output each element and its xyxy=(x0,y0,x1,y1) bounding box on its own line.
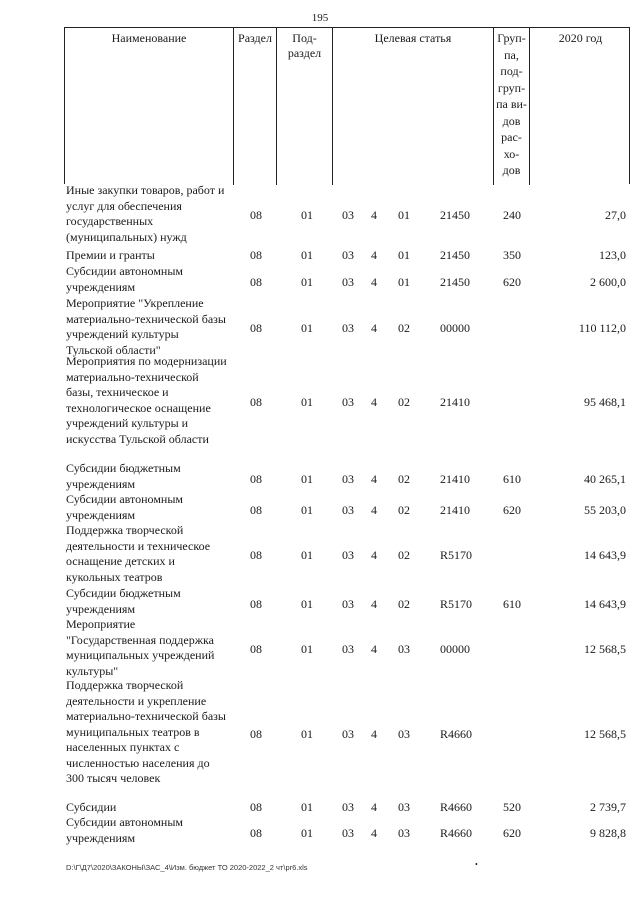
target-part1-cell: 03 xyxy=(342,395,354,409)
razdel-cell: 08 xyxy=(250,321,262,335)
target-part4-cell: 00000 xyxy=(440,642,470,656)
target-part3-cell: 01 xyxy=(398,275,410,289)
target-part1-cell: 03 xyxy=(342,727,354,741)
row-name-line: Субсидии бюджетным xyxy=(66,586,181,600)
target-part3-cell: 02 xyxy=(398,548,410,562)
row-name-line: учреждениям xyxy=(66,507,136,522)
row-name-line: деятельности и укрепление xyxy=(66,693,207,708)
target-part3-cell: 03 xyxy=(398,826,410,840)
row-name-line: численностью населения до xyxy=(66,755,210,770)
amount-2020-cell: 123,0 xyxy=(599,248,626,262)
row-name xyxy=(66,678,234,787)
target-part2-cell: 4 xyxy=(371,321,377,335)
target-part3-cell: 02 xyxy=(398,472,410,486)
amount-2020-cell: 95 468,1 xyxy=(584,395,626,409)
target-part4-cell: R4660 xyxy=(440,826,473,840)
target-part1-cell: 03 xyxy=(342,503,354,517)
header-podrazdel-column xyxy=(277,28,333,185)
amount-2020-cell: 2 739,7 xyxy=(590,800,626,814)
target-part3-cell: 03 xyxy=(398,800,410,814)
target-part4-cell: 21410 xyxy=(440,395,470,409)
razdel-cell: 08 xyxy=(250,248,262,262)
razdel-cell: 08 xyxy=(250,472,262,486)
row-name-line: (муниципальных) нужд xyxy=(66,229,187,244)
header-gruppa-line: под- xyxy=(500,64,523,78)
razdel-cell: 08 xyxy=(250,826,262,840)
podrazdel-cell: 01 xyxy=(301,208,313,222)
header-gruppa-line: па ви- xyxy=(496,97,527,111)
header-gruppa xyxy=(494,28,529,179)
row-name xyxy=(66,523,234,585)
row-name-line: материально-технической базы xyxy=(66,311,226,326)
expense-group-cell: 520 xyxy=(503,800,521,814)
razdel-cell: 08 xyxy=(250,727,262,741)
target-part1-cell: 03 xyxy=(342,642,354,656)
podrazdel-cell: 01 xyxy=(301,275,313,289)
row-name xyxy=(66,264,234,295)
header-podrazdel-line: раздел xyxy=(287,46,322,60)
target-part2-cell: 4 xyxy=(371,275,377,289)
row-name-line: деятельности и техническое xyxy=(66,538,211,553)
header-gruppa-line: груп- xyxy=(497,80,526,95)
row-name-line: Субсидии xyxy=(66,800,117,814)
expense-group-cell: 620 xyxy=(503,275,521,289)
razdel-cell: 08 xyxy=(250,800,262,814)
row-name-line: Тульской области" xyxy=(66,342,161,357)
row-name-line: услуг для обеспечения xyxy=(66,198,182,213)
table-row xyxy=(0,815,640,846)
page-number: 195 xyxy=(311,12,329,24)
amount-2020-cell: 27,0 xyxy=(605,208,626,222)
footer-mark: • xyxy=(475,860,478,869)
target-part3-cell: 03 xyxy=(398,642,410,656)
row-name-line: Субсидии автономным xyxy=(66,264,183,278)
table-row xyxy=(0,354,640,447)
razdel-cell: 08 xyxy=(250,208,262,222)
row-name-line: Мероприятие xyxy=(66,617,136,631)
target-part2-cell: 4 xyxy=(371,248,377,262)
header-name: Наименование xyxy=(111,31,187,45)
amount-2020-cell: 14 643,9 xyxy=(584,548,626,562)
header-gruppa-line: па, xyxy=(504,47,519,62)
table-row xyxy=(0,617,640,679)
podrazdel-cell: 01 xyxy=(301,395,313,409)
row-name-line: государственных xyxy=(66,214,154,228)
target-part1-cell: 03 xyxy=(342,597,354,611)
target-part4-cell: 21410 xyxy=(440,503,470,517)
target-part2-cell: 4 xyxy=(371,642,377,656)
row-name-line: учреждениям xyxy=(66,601,136,616)
table-row xyxy=(0,248,640,264)
target-part4-cell: R4660 xyxy=(440,727,473,741)
row-name xyxy=(66,354,234,447)
row-name-line: муниципальных театров в xyxy=(66,724,200,739)
target-part2-cell: 4 xyxy=(371,472,377,486)
target-part4-cell: R5170 xyxy=(440,548,473,562)
table-row xyxy=(0,461,640,492)
table-row xyxy=(0,296,640,358)
row-name-line: оснащение детских и xyxy=(66,554,175,568)
target-part4-cell: R4660 xyxy=(440,800,473,814)
table-row xyxy=(0,678,640,787)
expense-group-cell: 610 xyxy=(503,472,521,486)
row-name-line: Премии и гранты xyxy=(66,248,155,262)
row-name-line: базы, техническое и xyxy=(66,385,169,399)
target-part3-cell: 01 xyxy=(398,248,410,262)
header-gruppa-line: дов xyxy=(502,113,521,128)
target-part4-cell: 21450 xyxy=(440,208,470,222)
target-part3-cell: 02 xyxy=(398,503,410,517)
target-part3-cell: 02 xyxy=(398,395,410,409)
target-part2-cell: 4 xyxy=(371,800,377,814)
row-name xyxy=(66,617,234,679)
podrazdel-cell: 01 xyxy=(301,800,313,814)
razdel-cell: 08 xyxy=(250,597,262,611)
header-celevaya: Целевая статья xyxy=(374,31,452,45)
target-part1-cell: 03 xyxy=(342,248,354,262)
row-name-line: учреждениям xyxy=(66,279,136,294)
target-part3-cell: 02 xyxy=(398,597,410,611)
row-name-line: материально-технической базы xyxy=(66,709,226,723)
target-part3-cell: 02 xyxy=(398,321,410,335)
row-name xyxy=(66,586,234,617)
row-name-line: Поддержка творческой xyxy=(66,523,184,537)
row-name-line: Субсидии автономным xyxy=(66,492,183,506)
razdel-cell: 08 xyxy=(250,395,262,409)
row-name-line: "Государственная поддержка xyxy=(66,632,214,647)
row-name xyxy=(66,183,234,245)
target-part1-cell: 03 xyxy=(342,472,354,486)
target-part2-cell: 4 xyxy=(371,548,377,562)
row-name-line: учреждений культуры xyxy=(66,327,179,341)
amount-2020-cell: 110 112,0 xyxy=(578,321,626,335)
row-name xyxy=(66,800,234,816)
header-razdel: Раздел xyxy=(238,31,272,45)
header-year: 2020 год xyxy=(558,31,603,45)
row-name-line: технологическое оснащение xyxy=(66,400,211,415)
header-gruppa-line: дов xyxy=(502,163,521,177)
row-name xyxy=(66,492,234,523)
target-part2-cell: 4 xyxy=(371,395,377,409)
header-name-column xyxy=(65,28,234,185)
row-name xyxy=(66,461,234,492)
target-part1-cell: 03 xyxy=(342,275,354,289)
header-gruppa-column xyxy=(494,28,530,185)
target-part4-cell: R5170 xyxy=(440,597,473,611)
amount-2020-cell: 40 265,1 xyxy=(584,472,626,486)
row-name-line: населенных пунктах с xyxy=(66,740,180,754)
target-part4-cell: 21450 xyxy=(440,275,470,289)
header-year-column xyxy=(530,28,631,185)
podrazdel-cell: 01 xyxy=(301,642,313,656)
target-part2-cell: 4 xyxy=(371,597,377,611)
podrazdel-cell: 01 xyxy=(301,321,313,335)
target-part1-cell: 03 xyxy=(342,208,354,222)
target-part2-cell: 4 xyxy=(371,826,377,840)
header-celevaya-column xyxy=(333,28,494,185)
row-name-line: материально-технической xyxy=(66,369,199,384)
row-name-line: искусства Тульской области xyxy=(66,431,209,446)
row-name-line: кукольных театров xyxy=(66,569,163,584)
header-gruppa-line: Груп- xyxy=(497,31,526,45)
razdel-cell: 08 xyxy=(250,275,262,289)
expense-group-cell: 350 xyxy=(503,248,521,262)
target-part2-cell: 4 xyxy=(371,208,377,222)
razdel-cell: 08 xyxy=(250,642,262,656)
podrazdel-cell: 01 xyxy=(301,248,313,262)
row-name-line: учреждениям xyxy=(66,476,136,491)
target-part3-cell: 03 xyxy=(398,727,410,741)
target-part2-cell: 4 xyxy=(371,727,377,741)
row-name xyxy=(66,815,234,846)
target-part4-cell: 21410 xyxy=(440,472,470,486)
expense-group-cell: 610 xyxy=(503,597,521,611)
amount-2020-cell: 9 828,8 xyxy=(590,826,626,840)
row-name xyxy=(66,248,234,264)
expense-group-cell: 620 xyxy=(503,503,521,517)
table-row xyxy=(0,800,640,816)
row-name-line: учреждений культуры и xyxy=(66,416,189,430)
row-name-line: учреждениям xyxy=(66,830,136,845)
row-name-line: Мероприятия по модернизации xyxy=(66,354,227,368)
row-name-line: культуры" xyxy=(66,663,119,678)
table-row xyxy=(0,492,640,523)
expense-group-cell: 620 xyxy=(503,826,521,840)
target-part1-cell: 03 xyxy=(342,800,354,814)
row-name-line: Мероприятие "Укрепление xyxy=(66,296,204,310)
footer-file-path: D:\Г\Д7\2020\ЗАКОНЫ\ЗАС_4\Изм. бюджет ТО 2020-2022_2 чт\pr6.xls xyxy=(66,863,308,872)
row-name-line: Иные закупки товаров, работ и xyxy=(66,183,225,197)
target-part4-cell: 21450 xyxy=(440,248,470,262)
row-name-line: Поддержка творческой xyxy=(66,678,184,692)
table-row xyxy=(0,183,640,245)
amount-2020-cell: 2 600,0 xyxy=(590,275,626,289)
podrazdel-cell: 01 xyxy=(301,597,313,611)
razdel-cell: 08 xyxy=(250,548,262,562)
row-name-line: муниципальных учреждений xyxy=(66,648,215,662)
header-podrazdel xyxy=(277,28,332,61)
podrazdel-cell: 01 xyxy=(301,826,313,840)
header-gruppa-line: хо- xyxy=(503,146,520,161)
amount-2020-cell: 12 568,5 xyxy=(584,642,626,656)
row-name-line: Субсидии автономным xyxy=(66,815,183,829)
podrazdel-cell: 01 xyxy=(301,548,313,562)
amount-2020-cell: 12 568,5 xyxy=(584,727,626,741)
podrazdel-cell: 01 xyxy=(301,503,313,517)
table-row xyxy=(0,264,640,295)
podrazdel-cell: 01 xyxy=(301,727,313,741)
target-part3-cell: 01 xyxy=(398,208,410,222)
row-name-line: 300 тысяч человек xyxy=(66,771,161,785)
header-gruppa-line: рас- xyxy=(501,130,522,144)
target-part1-cell: 03 xyxy=(342,826,354,840)
target-part2-cell: 4 xyxy=(371,503,377,517)
header-razdel-column xyxy=(234,28,277,185)
podrazdel-cell: 01 xyxy=(301,472,313,486)
target-part1-cell: 03 xyxy=(342,548,354,562)
target-part1-cell: 03 xyxy=(342,321,354,335)
table-row xyxy=(0,523,640,585)
row-name-line: Субсидии бюджетным xyxy=(66,461,181,475)
table-row xyxy=(0,586,640,617)
target-part4-cell: 00000 xyxy=(440,321,470,335)
row-name xyxy=(66,296,234,358)
header-podrazdel-line: Под- xyxy=(292,31,317,45)
table-header xyxy=(64,27,630,184)
amount-2020-cell: 14 643,9 xyxy=(584,597,626,611)
amount-2020-cell: 55 203,0 xyxy=(584,503,626,517)
expense-group-cell: 240 xyxy=(503,208,521,222)
razdel-cell: 08 xyxy=(250,503,262,517)
